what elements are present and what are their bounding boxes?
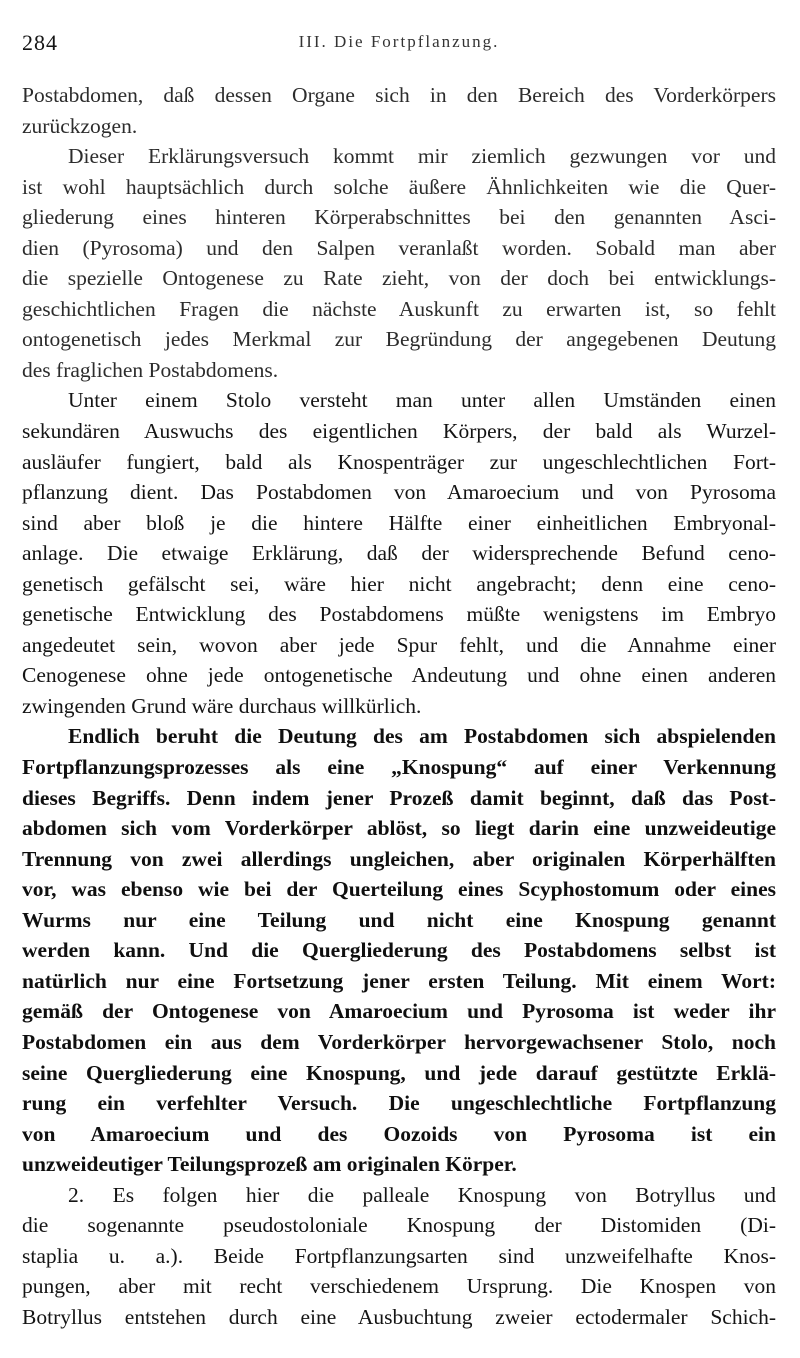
text-line: unzweideutiger Teilungsprozeß am originalen Körper.: [22, 1152, 517, 1177]
text-line: seine Quergliederung eine Knospung, und jede darauf gestützte Erklä-: [22, 1060, 776, 1085]
text-line: sind aber bloß je die hintere Hälfte einer einheitlichen Embryonal-: [22, 510, 776, 535]
page-body-text: [22, 80, 776, 1332]
page-header: [22, 30, 776, 60]
text-line: werden kann. Und die Quergliederung des Postabdomens selbst ist: [22, 938, 776, 963]
text-line: zurückzogen.: [22, 113, 138, 138]
text-line: die sogenannte pseudostoloniale Knospung der Distomiden (Di-: [22, 1213, 776, 1238]
text-line: vor, was ebenso wie bei der Querteilung eines Scyphostomum oder eines: [22, 877, 776, 902]
text-line: dieses Begriffs. Denn indem jener Prozeß damit beginnt, daß das Post-: [22, 785, 776, 810]
text-line: Wurms nur eine Teilung und nicht eine Knospung genannt: [22, 907, 776, 932]
text-line: ontogenetisch jedes Merkmal zur Begründung der angegebenen Deutung: [22, 327, 776, 352]
paragraph-start-line: Endlich beruht die Deutung des am Postabdomen sich abspielenden: [68, 724, 776, 749]
text-line: angedeutet sein, wovon aber jede Spur fehlt, und die Annahme einer: [22, 632, 776, 657]
text-line: zwingenden Grund wäre durchaus willkürlich.: [22, 693, 422, 718]
text-line: Cenogenese ohne jede ontogenetische Andeutung und ohne einen anderen: [22, 663, 776, 688]
paragraph-start-line: 2. Es folgen hier die palleale Knospung von Botryllus und: [68, 1182, 776, 1207]
text-line: Botryllus entstehen durch eine Ausbuchtung zweier ectodermaler Schich-: [22, 1304, 776, 1329]
page-number: 284: [22, 30, 58, 55]
text-line: ausläufer fungiert, bald als Knospenträger zur ungeschlechtlichen Fort-: [22, 449, 776, 474]
text-line: des fraglichen Postabdomens.: [22, 357, 279, 382]
text-line: abdomen sich vom Vorderkörper ablöst, so liegt darin eine unzweideutige: [22, 816, 776, 841]
text-line: rung ein verfehlter Versuch. Die ungeschlechtliche Fortpflanzung: [22, 1091, 776, 1116]
text-line: die spezielle Ontogenese zu Rate zieht, von der doch bei entwicklungs-: [22, 266, 776, 291]
text-line: staplia u. a.). Beide Fortpflanzungsarten sind unzweifelhafte Knos-: [22, 1243, 776, 1268]
text-line: ist wohl hauptsächlich durch solche äußere Ähnlichkeiten wie die Quer-: [22, 174, 776, 199]
paragraph-start-line: Unter einem Stolo versteht man unter allen Umständen einen: [68, 388, 776, 413]
text-line: sekundären Auswuchs des eigentlichen Körpers, der bald als Wurzel-: [22, 419, 776, 444]
text-line: von Amaroecium und des Oozoids von Pyrosoma ist ein: [22, 1121, 776, 1146]
text-line: genetische Entwicklung des Postabdomens müßte wenigstens im Embryo: [22, 602, 776, 627]
text-line: geschichtlichen Fragen die nächste Auskunft zu erwarten ist, so fehlt: [22, 296, 776, 321]
text-line: genetisch gefälscht sei, wäre hier nicht angebracht; denn eine ceno-: [22, 571, 776, 596]
text-line: Trennung von zwei allerdings ungleichen, aber originalen Körperhälften: [22, 846, 776, 871]
text-line: pungen, aber mit recht verschiedenem Ursprung. Die Knospen von: [22, 1274, 776, 1299]
text-line: gliederung eines hinteren Körperabschnittes bei den genannten Asci-: [22, 205, 776, 230]
text-line: gemäß der Ontogenese von Amaroecium und Pyrosoma ist weder ihr: [22, 999, 776, 1024]
text-line: Postabdomen, daß dessen Organe sich in den Bereich des Vorderkörpers: [22, 83, 776, 107]
text-line: Postabdomen ein aus dem Vorderkörper hervorgewachsener Stolo, noch: [22, 1029, 776, 1054]
paragraph-start-line: Dieser Erklärungsversuch kommt mir ziemlich gezwungen vor und: [68, 144, 776, 169]
text-line: anlage. Die etwaige Erklärung, daß der widersprechende Befund ceno-: [22, 541, 776, 566]
running-head: III. Die Fortpflanzung.: [298, 32, 500, 51]
text-line: Fortpflanzungsprozesses als eine „Knospung“ auf einer Verkennung: [22, 755, 776, 780]
text-line: natürlich nur eine Fortsetzung jener ersten Teilung. Mit einem Wort:: [22, 968, 776, 993]
text-line: pflanzung dient. Das Postabdomen von Amaroecium und von Pyrosoma: [22, 480, 776, 505]
text-line: dien (Pyrosoma) und den Salpen veranlaßt worden. Sobald man aber: [22, 235, 776, 260]
